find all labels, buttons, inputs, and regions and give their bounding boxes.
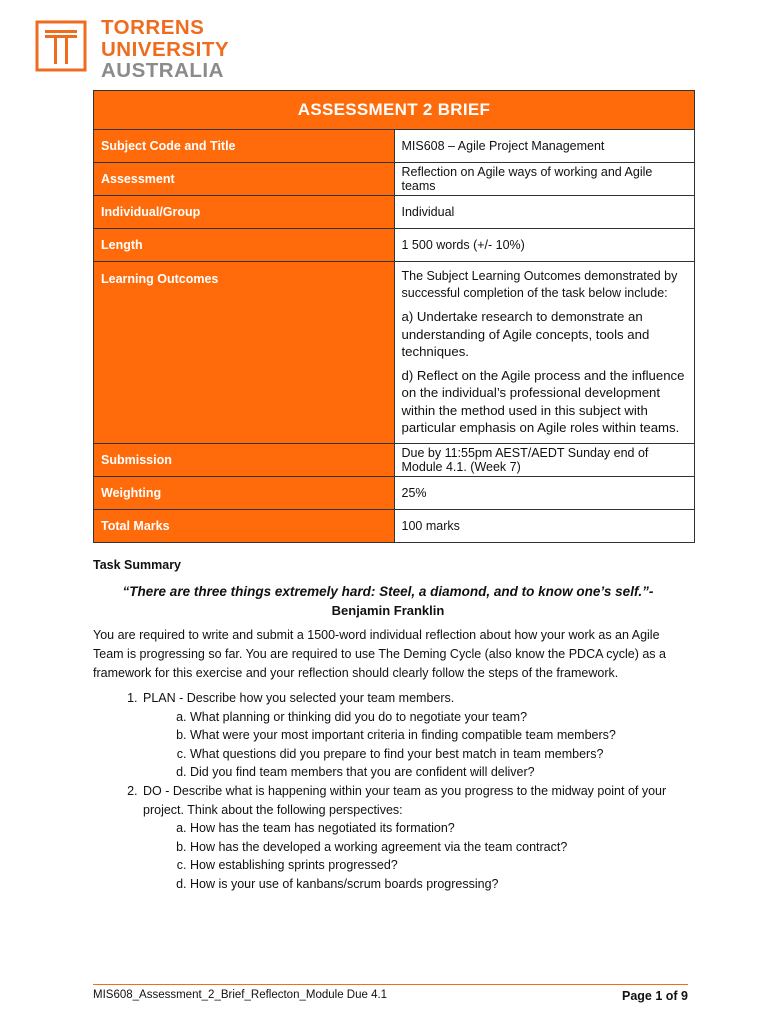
footer-divider [93, 984, 688, 985]
row-label-subject: Subject Code and Title [94, 130, 395, 163]
brief-title: ASSESSMENT 2 BRIEF [94, 91, 695, 130]
footer-document-name: MIS608_Assessment_2_Brief_Reflecton_Module Due 4.1 [93, 989, 388, 1001]
row-value-weighting: 25% [394, 476, 695, 509]
step-text: DO - Describe what is happening within your team as you progress to the midway point of your project. Think about the following perspectives: [143, 783, 667, 817]
task-paragraph: You are required to write and submit a 1500-word individual reflection about how your work as an Agile Team is progressing so far. You are required to use The Deming Cycle (also know the PDCA cycle) as a framework for this exercise and your reflection should clearly follow the steps of the framework. [93, 628, 666, 680]
row-label-learning-outcomes: Learning Outcomes [94, 262, 395, 444]
list-item: b. What were your most important criteria in finding compatible team members? [190, 726, 683, 745]
logo-text-line-3: AUSTRALIA [101, 59, 224, 82]
learning-outcome-d: d) Reflect on the Agile process and the influence on the individual’s professional development within the method used in this subject with particular emphasis on Agile roles within teams. [401, 367, 685, 435]
row-value-length: 1 500 words (+/- 10%) [394, 229, 695, 262]
step-do [141, 782, 683, 894]
row-label-length: Length [94, 229, 395, 262]
logo-text-line-1: TORRENS [101, 16, 205, 39]
footer-page-number: Page 1 of 9 [622, 989, 688, 1003]
step-text: PLAN - Describe how you selected your team members. [143, 691, 455, 705]
steps-list [93, 689, 683, 894]
row-value-learning-outcomes [394, 262, 695, 444]
task-summary-section [93, 558, 683, 894]
list-item: c. How establishing sprints progressed? [190, 856, 683, 875]
task-summary-heading: Task Summary [93, 558, 182, 572]
row-label-total-marks: Total Marks [94, 509, 395, 542]
list-item: a. How has the team has negotiated its formation? [190, 819, 683, 838]
list-item: c. What questions did you prepare to find your best match in team members? [190, 745, 683, 764]
row-label-weighting: Weighting [94, 476, 395, 509]
assessment-brief-table [93, 90, 695, 543]
quote: “There are three things extremely hard: Steel, a diamond, and to know one’s self.”- [122, 584, 654, 599]
row-label-individual-group: Individual/Group [94, 196, 395, 229]
row-value-assessment: Reflection on Agile ways of working and Agile teams [394, 163, 695, 196]
list-item: b. How has the developed a working agreement via the team contract? [190, 838, 683, 857]
logo-text-line-2: UNIVERSITY [101, 37, 230, 61]
quote-author: Benjamin Franklin [331, 603, 445, 618]
row-value-total-marks: 100 marks [394, 509, 695, 542]
list-item: a. What planning or thinking did you do to negotiate your team? [190, 708, 683, 727]
learning-outcomes-intro: The Subject Learning Outcomes demonstrated by successful completion of the task below include: [401, 269, 678, 300]
step-plan [141, 689, 683, 782]
do-sub-list [143, 819, 683, 893]
torrens-logo-mark-icon [35, 20, 87, 72]
plan-sub-list [143, 708, 683, 782]
learning-outcome-a: a) Undertake research to demonstrate an understanding of Agile concepts, tools and techniques. [401, 309, 650, 359]
list-item: d. How is your use of kanbans/scrum boards progressing? [190, 875, 683, 894]
row-value-subject: MIS608 – Agile Project Management [394, 130, 695, 163]
row-value-submission: Due by 11:55pm AEST/AEDT Sunday end of Module 4.1. (Week 7) [394, 443, 695, 476]
row-label-submission: Submission [94, 443, 395, 476]
row-value-individual-group: Individual [394, 196, 695, 229]
row-label-assessment: Assessment [94, 163, 395, 196]
list-item: d. Did you find team members that you are confident will deliver? [190, 763, 683, 782]
